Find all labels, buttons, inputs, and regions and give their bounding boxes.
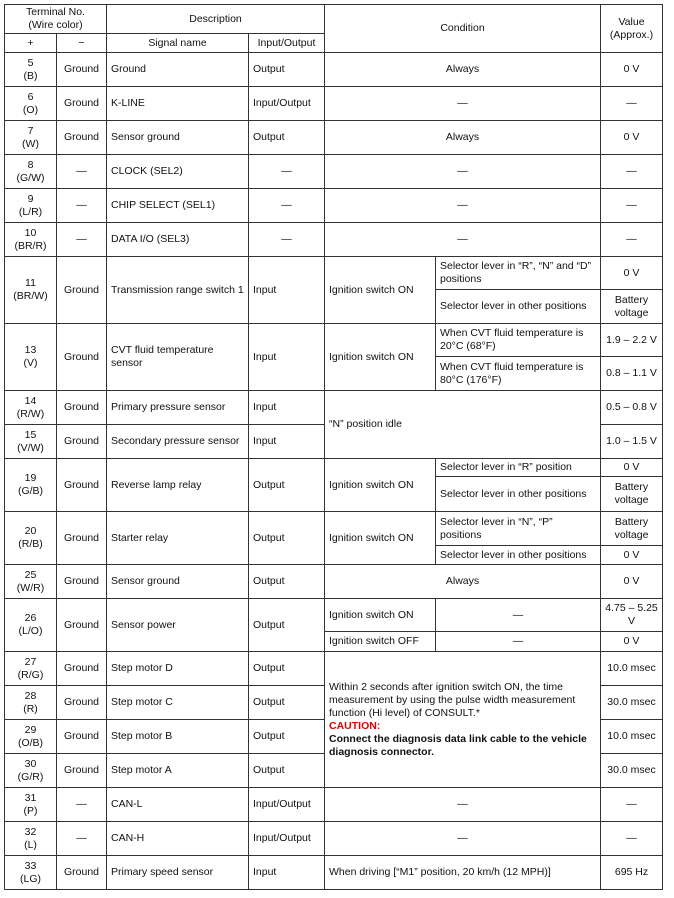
io-cell: —	[249, 155, 325, 189]
value-cell: —	[601, 189, 663, 223]
minus-cell: Ground	[57, 257, 107, 324]
table-row	[5, 599, 663, 632]
minus-cell: Ground	[57, 425, 107, 459]
value-cell: 10.0 msec	[601, 652, 663, 686]
value-cell: 1.0 – 1.5 V	[601, 425, 663, 459]
io-cell: —	[249, 189, 325, 223]
terminal-cell: 5 (B)	[5, 53, 57, 87]
terminal-cell: 33 (LG)	[5, 856, 57, 890]
io-cell: Input	[249, 391, 325, 425]
value-cell: 0 V	[601, 121, 663, 155]
io-cell: Output	[249, 652, 325, 686]
minus-cell: Ground	[57, 720, 107, 754]
sub-condition-cell: Selector lever in “R”, “N” and “D” positions	[436, 257, 601, 290]
minus-cell: Ground	[57, 459, 107, 512]
condition-cell: —	[325, 788, 601, 822]
io-cell: Input	[249, 425, 325, 459]
sub-condition-cell: Selector lever in “N”, “P” positions	[436, 512, 601, 546]
signal-name-cell: CVT fluid temperature sensor	[107, 324, 249, 391]
terminal-cell: 25 (W/R)	[5, 565, 57, 599]
value-cell: 695 Hz	[601, 856, 663, 890]
condition-cell: Always	[325, 565, 601, 599]
signal-name-cell: Step motor D	[107, 652, 249, 686]
table-row	[5, 189, 663, 223]
table-row	[5, 155, 663, 189]
minus-cell: —	[57, 822, 107, 856]
value-cell: Battery voltage	[601, 477, 663, 512]
header-signal-name: Signal name	[107, 34, 249, 53]
header-io: Input/Output	[249, 34, 325, 53]
signal-name-cell: Transmission range switch 1	[107, 257, 249, 324]
value-cell: —	[601, 155, 663, 189]
value-cell: 0 V	[601, 632, 663, 652]
terminal-cell: 26 (L/O)	[5, 599, 57, 652]
minus-cell: Ground	[57, 565, 107, 599]
terminal-cell: 13 (V)	[5, 324, 57, 391]
value-cell: 10.0 msec	[601, 720, 663, 754]
terminal-cell: 31 (P)	[5, 788, 57, 822]
header-condition: Condition	[325, 5, 601, 53]
minus-cell: —	[57, 189, 107, 223]
sub-condition-cell: When CVT fluid temperature is 20°C (68°F)	[436, 324, 601, 357]
table-row	[5, 87, 663, 121]
signal-name-cell: K-LINE	[107, 87, 249, 121]
signal-name-cell: Step motor A	[107, 754, 249, 788]
value-cell: —	[601, 822, 663, 856]
terminal-cell: 15 (V/W)	[5, 425, 57, 459]
value-cell: —	[601, 87, 663, 121]
condition-cell: Always	[325, 121, 601, 155]
minus-cell: —	[57, 155, 107, 189]
signal-name-cell: Sensor power	[107, 599, 249, 652]
table-row	[5, 391, 663, 425]
minus-cell: Ground	[57, 754, 107, 788]
terminal-cell: 6 (O)	[5, 87, 57, 121]
header-description: Description	[107, 5, 325, 34]
terminal-cell: 8 (G/W)	[5, 155, 57, 189]
table-row	[5, 565, 663, 599]
terminal-cell: 30 (G/R)	[5, 754, 57, 788]
io-cell: Output	[249, 459, 325, 512]
io-cell: Output	[249, 512, 325, 565]
condition-cell: “N” position idle	[325, 391, 601, 459]
sub-condition-cell: When CVT fluid temperature is 80°C (176°F)	[436, 357, 601, 391]
io-cell: Output	[249, 599, 325, 652]
signal-name-cell: Ground	[107, 53, 249, 87]
value-cell: 0.5 – 0.8 V	[601, 391, 663, 425]
terminal-cell: 28 (R)	[5, 686, 57, 720]
io-cell: Input/Output	[249, 87, 325, 121]
minus-cell: Ground	[57, 324, 107, 391]
minus-cell: Ground	[57, 391, 107, 425]
signal-name-cell: Starter relay	[107, 512, 249, 565]
condition-cell: —	[325, 155, 601, 189]
terminal-cell: 19 (G/B)	[5, 459, 57, 512]
condition-cell: Ignition switch OFF	[325, 632, 436, 652]
io-cell: Input	[249, 257, 325, 324]
io-cell: Output	[249, 53, 325, 87]
value-cell: Battery voltage	[601, 290, 663, 324]
condition-text: Within 2 seconds after ignition switch ON, the time measurement by using the pulse width measurement function (Hi level) of CONSULT.*	[329, 680, 576, 719]
value-cell: 0 V	[601, 257, 663, 290]
signal-name-cell: Primary speed sensor	[107, 856, 249, 890]
table-row	[5, 856, 663, 890]
io-cell: Input/Output	[249, 788, 325, 822]
signal-name-cell: Step motor B	[107, 720, 249, 754]
io-cell: Output	[249, 565, 325, 599]
condition-cell: —	[325, 822, 601, 856]
signal-name-cell: CLOCK (SEL2)	[107, 155, 249, 189]
minus-cell: Ground	[57, 87, 107, 121]
signal-name-cell: CAN-L	[107, 788, 249, 822]
io-cell: —	[249, 223, 325, 257]
table-row	[5, 257, 663, 290]
table-row	[5, 53, 663, 87]
minus-cell: —	[57, 788, 107, 822]
terminal-cell: 7 (W)	[5, 121, 57, 155]
condition-cell: Always	[325, 53, 601, 87]
header-terminal: Terminal No. (Wire color)	[5, 5, 107, 34]
value-cell: 0 V	[601, 53, 663, 87]
table-row	[5, 652, 663, 686]
table-row	[5, 223, 663, 257]
terminal-spec-table	[4, 4, 663, 890]
value-cell: —	[601, 788, 663, 822]
terminal-cell: 27 (R/G)	[5, 652, 57, 686]
value-cell: 30.0 msec	[601, 754, 663, 788]
sub-condition-cell: Selector lever in other positions	[436, 290, 601, 324]
condition-cell: Ignition switch ON	[325, 257, 436, 324]
value-cell: —	[601, 223, 663, 257]
table-row	[5, 459, 663, 477]
header-plus: +	[5, 34, 57, 53]
condition-cell: Ignition switch ON	[325, 599, 436, 632]
table-row	[5, 822, 663, 856]
sub-condition-cell: Selector lever in other positions	[436, 546, 601, 565]
terminal-cell: 10 (BR/R)	[5, 223, 57, 257]
condition-cell: Ignition switch ON	[325, 512, 436, 565]
minus-cell: Ground	[57, 856, 107, 890]
table-row	[5, 324, 663, 357]
signal-name-cell: Sensor ground	[107, 121, 249, 155]
terminal-cell: 32 (L)	[5, 822, 57, 856]
value-cell: 0 V	[601, 546, 663, 565]
table-row	[5, 512, 663, 546]
minus-cell: —	[57, 223, 107, 257]
signal-name-cell: Primary pressure sensor	[107, 391, 249, 425]
terminal-cell: 14 (R/W)	[5, 391, 57, 425]
io-cell: Input/Output	[249, 822, 325, 856]
sub-condition-cell: —	[436, 599, 601, 632]
signal-name-cell: Reverse lamp relay	[107, 459, 249, 512]
io-cell: Input	[249, 856, 325, 890]
value-cell: Battery voltage	[601, 512, 663, 546]
header-minus: −	[57, 34, 107, 53]
io-cell: Output	[249, 121, 325, 155]
signal-name-cell: CAN-H	[107, 822, 249, 856]
table-row	[5, 788, 663, 822]
signal-name-cell: Step motor C	[107, 686, 249, 720]
condition-cell: —	[325, 223, 601, 257]
caution-text: Connect the diagnosis data link cable to the vehicle diagnosis connector.	[329, 732, 587, 758]
io-cell: Output	[249, 686, 325, 720]
sub-condition-cell: Selector lever in “R” position	[436, 459, 601, 477]
header-value: Value (Approx.)	[601, 5, 663, 53]
io-cell: Output	[249, 754, 325, 788]
condition-cell: Ignition switch ON	[325, 324, 436, 391]
value-cell: 4.75 – 5.25 V	[601, 599, 663, 632]
minus-cell: Ground	[57, 599, 107, 652]
terminal-cell: 29 (O/B)	[5, 720, 57, 754]
signal-name-cell: Secondary pressure sensor	[107, 425, 249, 459]
terminal-cell: 20 (R/B)	[5, 512, 57, 565]
value-cell: 1.9 – 2.2 V	[601, 324, 663, 357]
header-row-1	[5, 5, 663, 34]
value-cell: 0 V	[601, 565, 663, 599]
condition-cell: When driving [“M1” position, 20 km/h (12 MPH)]	[325, 856, 601, 890]
value-cell: 0.8 – 1.1 V	[601, 357, 663, 391]
io-cell: Input	[249, 324, 325, 391]
minus-cell: Ground	[57, 53, 107, 87]
io-cell: Output	[249, 720, 325, 754]
condition-cell: —	[325, 189, 601, 223]
signal-name-cell: DATA I/O (SEL3)	[107, 223, 249, 257]
sub-condition-cell: Selector lever in other positions	[436, 477, 601, 512]
value-cell: 0 V	[601, 459, 663, 477]
terminal-cell: 11 (BR/W)	[5, 257, 57, 324]
minus-cell: Ground	[57, 512, 107, 565]
sub-condition-cell: —	[436, 632, 601, 652]
condition-cell: —	[325, 87, 601, 121]
minus-cell: Ground	[57, 686, 107, 720]
signal-name-cell: Sensor ground	[107, 565, 249, 599]
condition-cell	[325, 652, 601, 788]
minus-cell: Ground	[57, 121, 107, 155]
condition-cell: Ignition switch ON	[325, 459, 436, 512]
minus-cell: Ground	[57, 652, 107, 686]
value-cell: 30.0 msec	[601, 686, 663, 720]
terminal-cell: 9 (L/R)	[5, 189, 57, 223]
signal-name-cell: CHIP SELECT (SEL1)	[107, 189, 249, 223]
caution-label: CAUTION:	[329, 719, 381, 732]
table-row	[5, 121, 663, 155]
